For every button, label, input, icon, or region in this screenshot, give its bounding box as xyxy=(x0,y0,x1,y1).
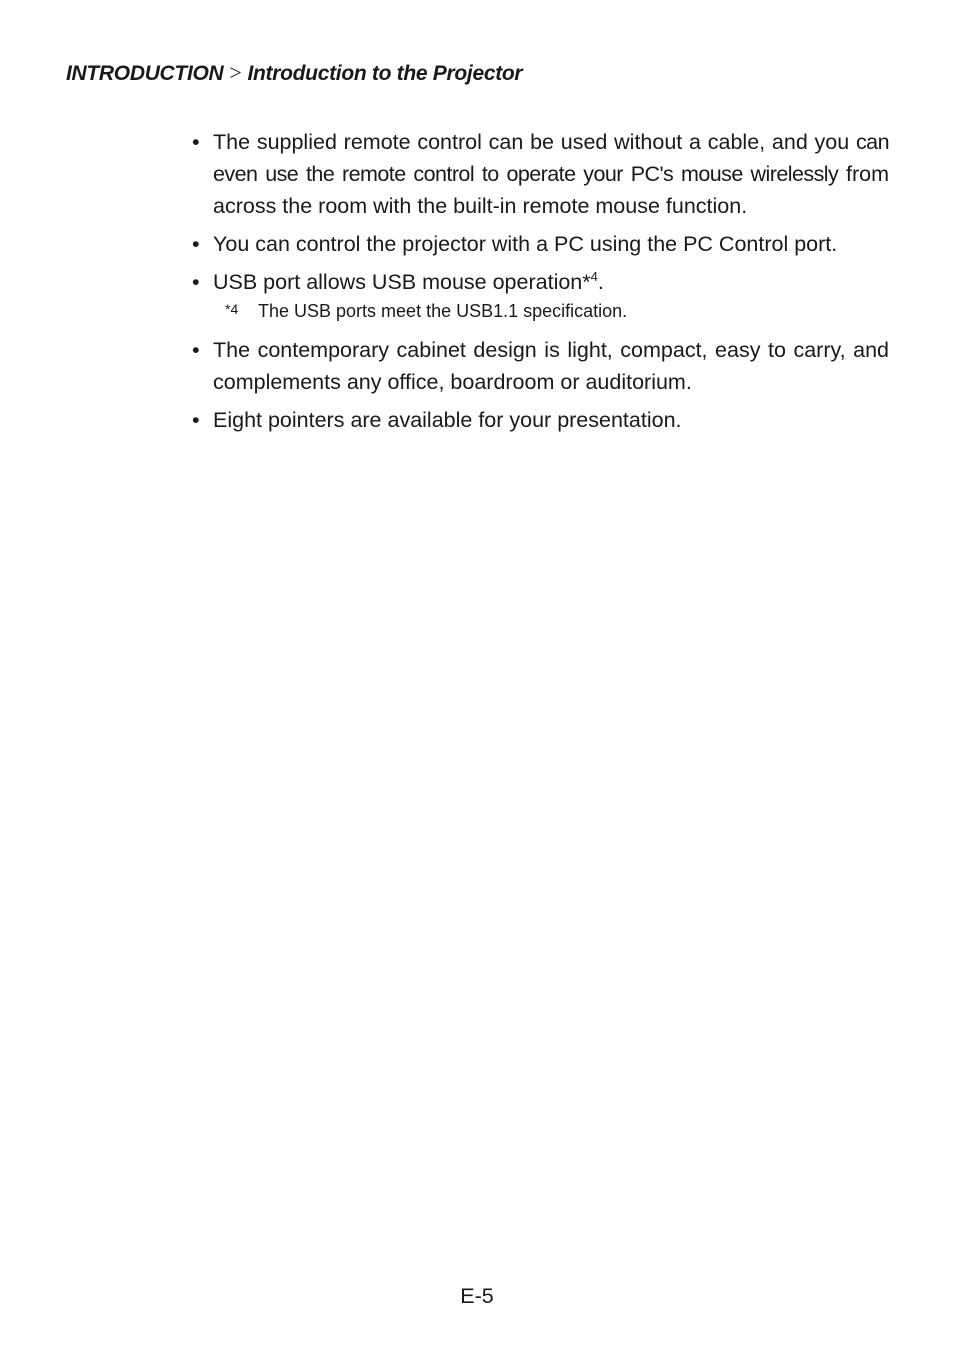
list-item-text xyxy=(213,266,889,298)
list-item-text-suffix: . xyxy=(597,270,604,294)
bullet-marker: • xyxy=(192,130,200,154)
list-item-line: can even use the remote control to operate your PC's mouse wirelessly xyxy=(213,130,889,186)
list-item-text: The contemporary cabinet design is light, compact, easy to carry, and complements any office, boardroom or auditorium. xyxy=(213,338,889,394)
header-section: INTRODUCTION xyxy=(66,62,224,85)
footnote xyxy=(192,298,889,324)
footnote-mark: *4 xyxy=(225,301,239,317)
page-number: E-5 xyxy=(460,1284,494,1308)
bullet-marker: • xyxy=(192,408,200,432)
feature-list xyxy=(192,126,889,442)
running-header xyxy=(66,60,522,86)
list-item-text: You can control the projector with a PC using the PC Control port. xyxy=(213,232,838,256)
list-item xyxy=(192,334,889,398)
header-subsection: Introduction to the Projector xyxy=(247,62,523,85)
list-item xyxy=(192,266,889,298)
list-item xyxy=(192,404,889,436)
footnote-reference: 4 xyxy=(590,269,598,284)
list-item xyxy=(192,126,889,222)
bullet-marker: • xyxy=(192,338,200,362)
bullet-marker: • xyxy=(192,232,200,256)
list-item-text xyxy=(213,126,889,222)
bullet-marker: • xyxy=(192,270,200,294)
list-item-text: Eight pointers are available for your presentation. xyxy=(213,408,682,432)
list-item-text-main: USB port allows USB mouse operation* xyxy=(213,270,591,294)
footnote-text: The USB ports meet the USB1.1 specification. xyxy=(258,301,628,321)
header-separator: > xyxy=(229,60,242,85)
list-item-line: The supplied remote control can be used without a cable, and you xyxy=(213,130,856,154)
list-item-line: from across the room with the built-in remote mouse function. xyxy=(213,162,889,218)
list-item xyxy=(192,228,889,260)
